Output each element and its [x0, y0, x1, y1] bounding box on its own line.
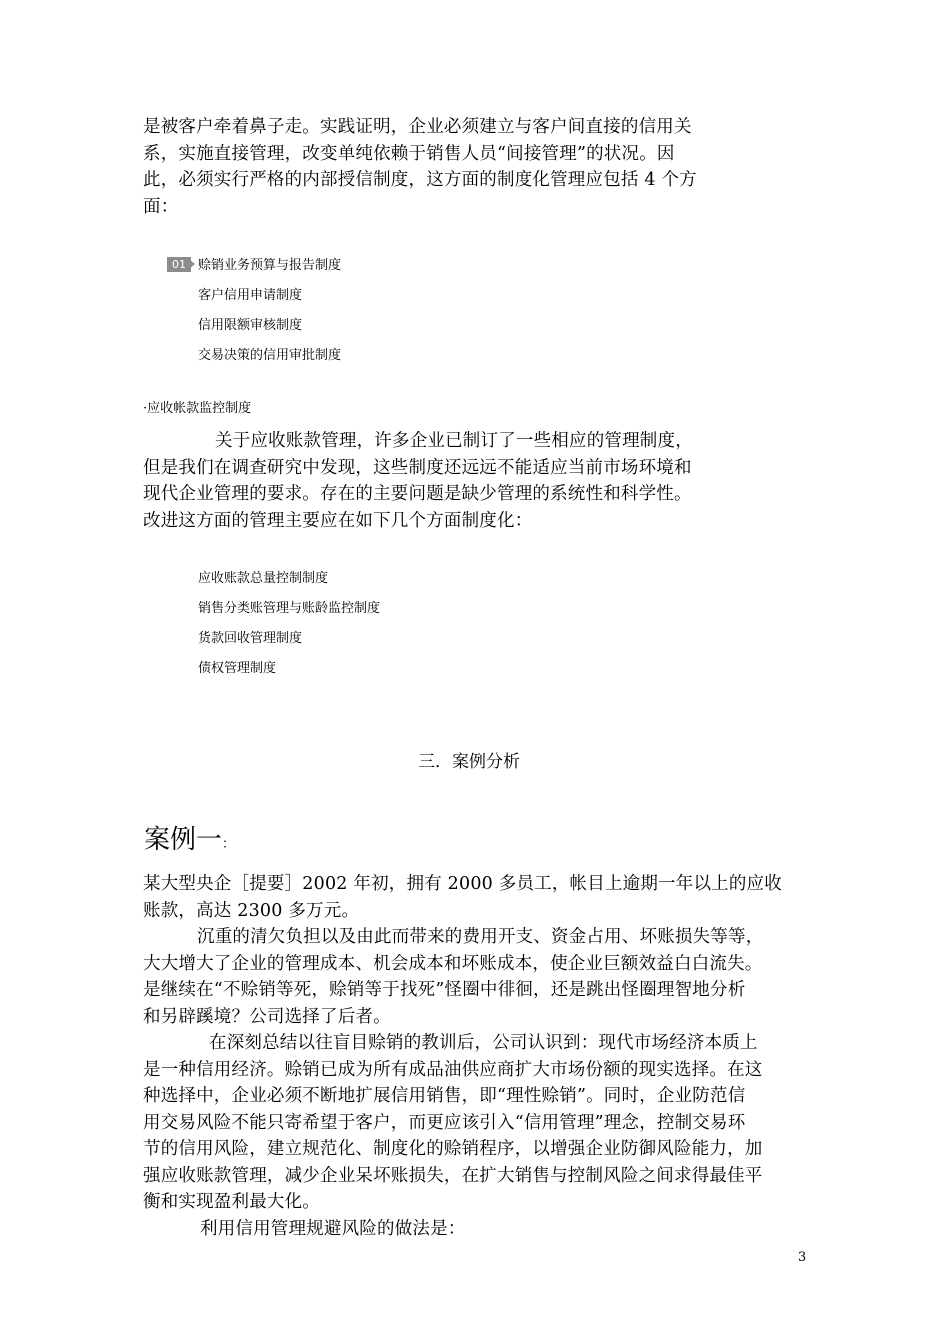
text-line: 是被客户牵着鼻子走。实践证明，企业必须建立与客户间直接的信用关: [143, 117, 692, 137]
receivable-list-item: 货款回收管理制度: [198, 631, 303, 646]
text-line: 是继续在“不赊销等死，赊销等于找死”怪圈中徘徊，还是跳出怪圈理智地分析: [143, 980, 746, 1000]
credit-list-item: 交易决策的信用审批制度: [198, 348, 342, 363]
case-paragraph-3: [143, 1030, 763, 1216]
text-line: 某大型央企［提要］2002 年初，拥有 2000 多员工，帐目上逾期一年以上的应收: [143, 874, 782, 894]
credit-list-item: 赊销业务预算与报告制度: [198, 258, 342, 273]
intro-paragraph: [143, 114, 697, 220]
page-number: 3: [798, 1250, 807, 1265]
receivable-list-item: 应收账款总量控制制度: [198, 571, 329, 586]
text-line: 衡和实现盈利最大化。: [143, 1192, 320, 1212]
text-line: 现代企业管理的要求。存在的主要问题是缺少管理的系统性和科学性。: [143, 484, 692, 504]
text-line: 关于应收账款管理，许多企业已制订了一些相应的管理制度，: [215, 431, 693, 451]
text-line: 利用信用管理规避风险的做法是：: [200, 1219, 466, 1239]
credit-list-item: 客户信用申请制度: [198, 288, 303, 303]
text-line: 节的信用风险，建立规范化、制度化的赊销程序，以增强企业防御风险能力，加: [143, 1139, 763, 1159]
case-title: [144, 824, 235, 861]
case-title-colon: ：: [222, 837, 236, 852]
text-line: 沉重的清欠负担以及由此而带来的费用开支、资金占用、坏账损失等等，: [197, 927, 764, 947]
text-line: 面：: [143, 196, 179, 217]
section-heading: 三．案例分析: [418, 752, 520, 772]
monitor-heading: ·应收帐款监控制度: [143, 401, 252, 416]
text-line: 强应收账款管理，减少企业呆坏账损失，在扩大销售与控制风险之间求得最佳平: [143, 1165, 763, 1186]
text-line: 账款，高达 2300 多万元。: [143, 900, 360, 921]
badge-arrow-icon: [189, 259, 195, 269]
receivable-list-item: 债权管理制度: [198, 661, 277, 676]
list-number-badge: 01: [167, 257, 191, 272]
case-paragraph-4: [143, 1216, 466, 1243]
text-line: 种选择中，企业必须不断地扩展信用销售，即“理性赊销”。同时，企业防范信: [143, 1086, 746, 1106]
receivable-paragraph: [143, 428, 693, 534]
text-line: 系，实施直接管理，改变单纯依赖于销售人员“间接管理”的状况。因: [143, 143, 675, 164]
text-line: 此，必须实行严格的内部授信制度，这方面的制度化管理应包括 4 个方: [143, 170, 697, 190]
text-line: 是一种信用经济。赊销已成为所有成品油供应商扩大市场份额的现实选择。在这: [143, 1059, 763, 1080]
case-title-text: 案例一: [144, 825, 223, 855]
text-line: 但是我们在调查研究中发现，这些制度还远远不能适应当前市场环境和: [143, 457, 692, 478]
credit-list-item: 信用限额审核制度: [198, 318, 303, 333]
text-line: 在深刻总结以往盲目赊销的教训后，公司认识到：现代市场经济本质上: [209, 1033, 758, 1053]
case-paragraph-1: [143, 871, 782, 924]
text-line: 改进这方面的管理主要应在如下几个方面制度化：: [143, 510, 533, 531]
text-line: 用交易风险不能只寄希望于客户，而更应该引入“信用管理”理念，控制交易环: [143, 1112, 746, 1133]
receivable-list-item: 销售分类账管理与账龄监控制度: [198, 601, 381, 616]
case-paragraph-2: [143, 924, 763, 1030]
text-line: 和另辟蹊境？公司选择了后者。: [143, 1006, 391, 1027]
text-line: 大大增大了企业的管理成本、机会成本和坏账成本，使企业巨额效益白白流失。: [143, 953, 763, 974]
